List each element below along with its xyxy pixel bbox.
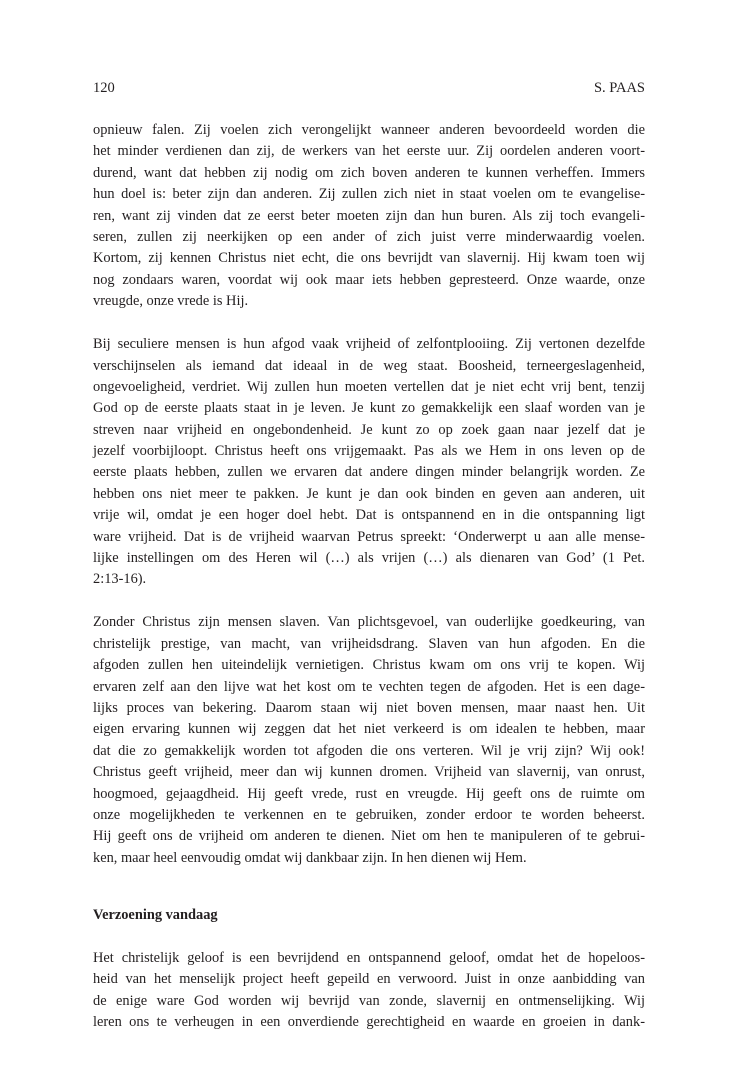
text-line: eerste plaats hebben, zullen we ervaren dat andere dingen minder belangrijk worden. Ze: [93, 464, 645, 481]
text-line: durend, want dat hebben zij nodig om zich boven anderen te kunnen verheffen. Immers: [93, 164, 645, 181]
text-line: vrije wil, omdat je een hoger doel hebt. Dat is ontspannend en in die ontspanning ligt: [93, 507, 645, 524]
paragraph-4: [93, 948, 645, 1034]
text-line: heid van het menselijk project heeft gepeild en verwoord. Juist in onze aanbidding van: [93, 971, 645, 988]
text-line: lijks proces van bekering. Daarom staan wij niet boven mensen, maar naast hen. Uit: [93, 699, 645, 716]
text-line: Zonder Christus zijn mensen slaven. Van plichtsgevoel, van ouderlijke goedkeuring, van: [93, 614, 645, 631]
text-line: Kortom, zij kennen Christus niet echt, die ons bevrijdt van slavernij. Hij kwam toen wij: [93, 250, 645, 267]
text-line: lijke instellingen om des Heren wil (…) als vrijen (…) als dienaren van God’ (1 Pet.: [93, 550, 645, 567]
text-line: leren ons te verheugen in een onverdiende gerechtigheid en waarde en groeien in dank-: [93, 1014, 645, 1031]
text-line: ken, maar heel eenvoudig omdat wij dankbaar zijn. In hen dienen wij Hem.: [93, 849, 527, 866]
paragraph-3: [93, 612, 645, 869]
text-line: ware vrijheid. Dat is de vrijheid waarvan Petrus spreekt: ‘Onderwerpt u aan alle mense-: [93, 528, 645, 545]
text-line: ren, want zij vinden dat ze eerst beter moeten zijn dan hun buren. Als zij toch evangeli-: [93, 207, 645, 224]
body-text: [93, 120, 645, 1055]
text-line: hebben ons niet meer te pakken. Je kunt je dan ook binden en geven aan anderen, uit: [93, 485, 645, 502]
text-line: Bij seculiere mensen is hun afgod vaak vrijheid of zelfontplooiing. Zij vertonen dezelfde: [93, 336, 645, 353]
text-line: nog zondaars waren, voordat wij ook maar iets hebben gepresteerd. Onze waarde, onze: [93, 271, 645, 288]
section-heading: Verzoening vandaag: [93, 907, 218, 924]
running-head-author: S. PAAS: [593, 80, 645, 96]
text-line: opnieuw falen. Zij voelen zich verongelijkt wanneer anderen bevoordeeld worden die: [93, 122, 645, 138]
text-line: hun doel is: beter zijn dan anderen. Zij zullen zich niet in staat voelen om te evangelise-: [93, 186, 645, 203]
paragraph-1: [93, 120, 645, 313]
text-line: God op de eerste plaats staat in je leven. Je kunt zo gemakkelijk een slaaf worden van je: [93, 400, 645, 417]
text-line: het minder verdienen dan zij, de werkers van het eerste uur. Zij oordelen anderen voort-: [93, 143, 645, 160]
text-line: 2:13-16).: [93, 571, 147, 588]
text-line: jezelf voorbijloopt. Christus heeft ons vrijgemaakt. Pas als we Hem in ons leven op de: [93, 443, 645, 460]
text-line: verschijnselen als iemand dat ideaal in de weg staat. Boosheid, terneergeslagenheid,: [93, 357, 645, 374]
text-line: seren, zullen zij neerkijken op een ander of zich juist verre minderwaardig voelen.: [93, 228, 645, 245]
text-line: ervaren zelf aan den lijve wat het kost om te vechten tegen de afgoden. Het is een dage-: [93, 678, 645, 695]
page-number: 120: [93, 80, 115, 96]
text-line: hoogmoed, gejaagdheid. Hij geeft vrede, rust en vreugde. Hij geeft ons de ruimte om: [93, 785, 645, 802]
paragraph-2: [93, 334, 645, 591]
text-line: dat die zo gemakkelijk worden tot afgoden die ons verteren. Wil je vrij zijn? Wij ook!: [93, 742, 645, 759]
running-head: [93, 78, 645, 98]
text-line: eigen ervaring kunnen wij zeggen dat het niet verkeerd is om idealen te hebben, maar: [93, 721, 645, 738]
text-line: Christus geeft vrijheid, meer dan wij kunnen dromen. Vrijheid van slavernij, van onrust,: [93, 764, 645, 781]
text-line: de enige ware God worden wij bevrijd van zonde, slavernij en ontmenselijking. Wij: [93, 992, 645, 1009]
text-line: afgoden zullen hen uiteindelijk vernietigen. Christus kwam om ons vrij te kopen. Wij: [93, 657, 645, 674]
text-line: ongevoeligheid, verdriet. Wij zullen hun moeten vertellen dat je niet echt vrij bent, tenzij: [93, 378, 645, 395]
text-line: vreugde, onze vrede is Hij.: [93, 293, 249, 310]
text-line: streven naar vrijheid en ongebondenheid. Je kunt zo op zoek gaan naar jezelf dat je: [93, 421, 645, 438]
text-line: Het christelijk geloof is een bevrijdend en ontspannend geloof, omdat het de hopeloos-: [93, 950, 645, 967]
text-line: onze mogelijkheden te verkennen en te gebruiken, zonder erdoor te worden beheerst.: [93, 806, 645, 823]
text-line: christelijk prestige, van macht, van vrijheidsdrang. Slaven van hun afgoden. En die: [93, 635, 645, 652]
text-line: Hij geeft ons de vrijheid om anderen te dienen. Niet om hen te manipuleren of te gebrui-: [93, 828, 645, 845]
